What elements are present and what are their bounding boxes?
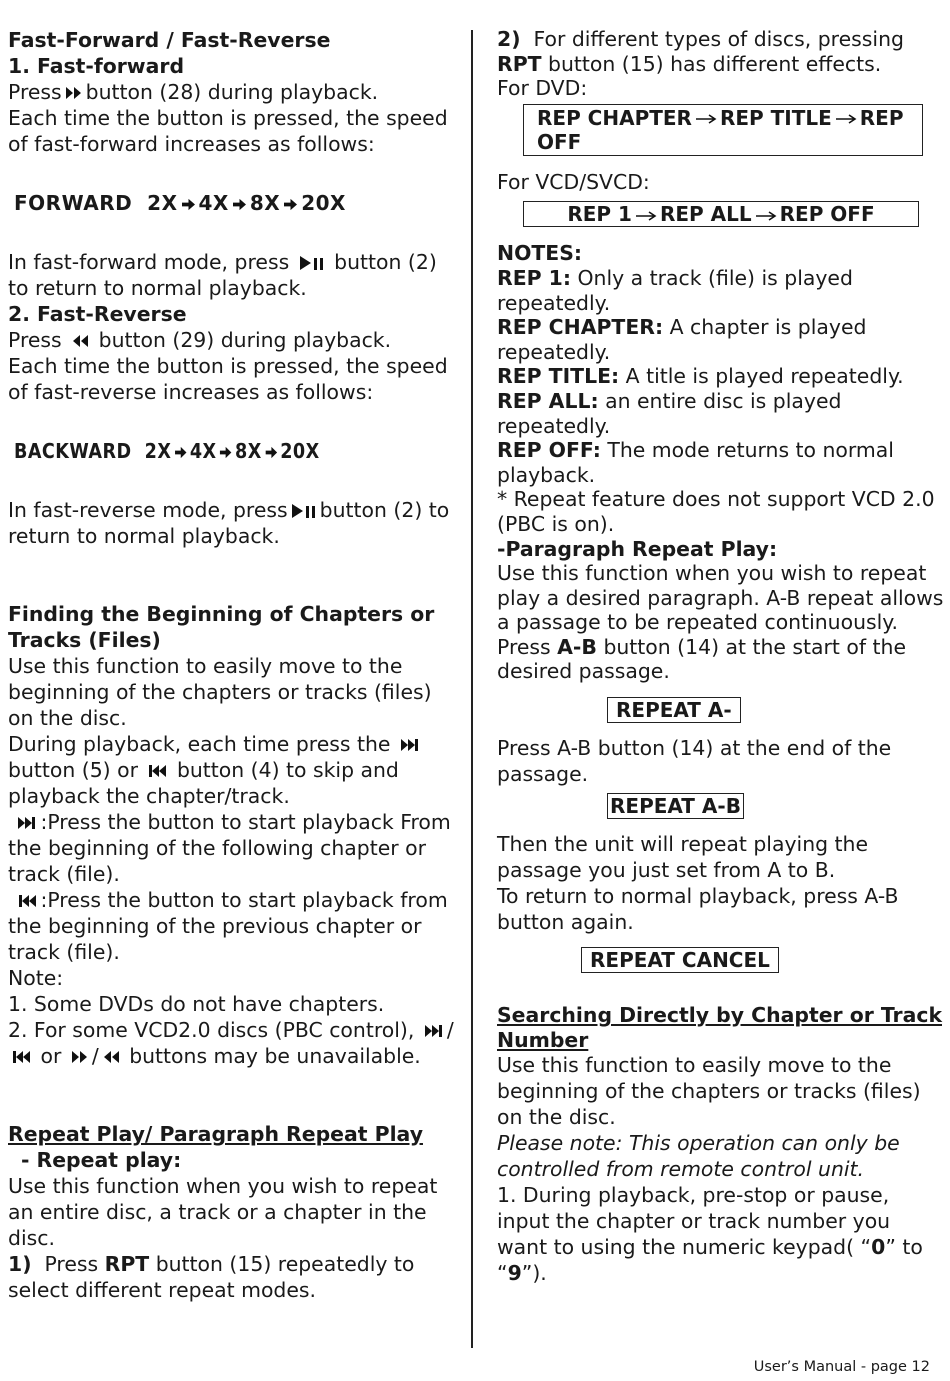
ab-end-instruction: Press A-B button (14) at the end of the passage. [497,736,892,787]
fast-forward-icon [71,1050,89,1064]
forward-speed-sequence: FORWARD 2X 4X 8X 20X [14,191,346,215]
note-rep-1: REP 1: Only a track (file) is played repeatedly. [497,265,853,315]
fast-forward-description: Each time the button is pressed, the speed of fast-forward increases as follows: [8,106,448,156]
repeat-play-description: Use this function when you wish to repeat an entire disc, a track or a chapter in the disc. [8,1174,438,1250]
note-item-1: 1. Some DVDs do not have chapters. [8,992,385,1016]
search-step-1: 1. During playback, pre-stop or pause, input the chapter or track number you want to using the numeric keypad( “0” to “9”). [497,1183,923,1286]
vcd-repeat-sequence-box: REP 1 REP ALL REP OFF [523,201,919,227]
fast-reverse-subheading: 2. Fast-Reverse [8,302,187,326]
searching-heading: Searching Directly by Chapter or Track Number [497,1003,942,1052]
note-rep-title: REP TITLE: A title is played repeatedly. [497,364,904,389]
ab-repeat-explanation: Then the unit will repeat playing the passage you just set from A to B. [497,832,869,883]
previous-track-icon [17,894,37,908]
vcd-support-note: * Repeat feature does not support VCD 2.0 (PBC is on). [497,487,935,536]
column-divider [471,30,473,1348]
note-label: Note: [8,966,64,990]
notes-heading: NOTES: [497,241,583,266]
arrow-right-icon [264,446,277,459]
finding-chapters-heading: Finding the Beginning of Chapters or Tracks (Files) [8,602,435,652]
previous-track-icon [147,764,167,778]
fast-forward-instruction: Press button (28) during playback. [8,80,379,104]
arrow-right-icon [835,114,857,124]
skip-instruction: During playback, each time press the button (5) or button (4) to skip and playback the chapter/track. [8,731,456,809]
rewind-icon [71,334,89,348]
repeat-step-2: 2) For different types of discs, pressing RPT button (15) has different effects. [497,27,904,76]
finding-chapters-description: Use this function to easily move to the beginning of the chapters or tracks (files) on the disc. [8,654,432,730]
right-column [497,27,945,1286]
arrow-right-icon [283,198,298,211]
arrow-right-icon [181,198,196,211]
arrow-right-icon [174,446,187,459]
note-item-2: 2. For some VCD2.0 discs (PBC control), / or / buttons may be unavailable. [8,1018,454,1068]
repeat-a-box: REPEAT A- [607,697,741,723]
next-track-icon [400,738,420,752]
repeat-ab-display [607,793,945,819]
paragraph-repeat-description: Use this function when you wish to repeat play a desired paragraph. A-B repeat allows a passage to be repeated continuously. [497,561,944,635]
note-rep-all: REP ALL: an entire disc is played repeatedly. [497,388,842,438]
arrow-right-icon [219,446,232,459]
arrow-right-icon [755,211,777,221]
repeat-play-heading: Repeat Play/ Paragraph Repeat Play [8,1122,423,1146]
next-track-explanation: :Press the button to start playback From the beginning of the following chapter or track (file). [8,810,451,886]
ab-cancel-instruction: To return to normal playback, press A-B button again. [497,884,899,935]
repeat-step-1: 1) Press RPT button (15) repeatedly to select different repeat modes. [8,1252,415,1302]
fast-forward-subheading: 1. Fast-forward [8,54,185,78]
fast-reverse-description: Each time the button is pressed, the speed of fast-reverse increases as follows: [8,354,448,404]
next-track-icon [17,816,37,830]
searching-description: Use this function to easily move to the beginning of the chapters or tracks (files) on the disc. [497,1053,921,1130]
left-column [8,27,456,1303]
play-pause-icon [299,255,325,271]
repeat-cancel-display [581,947,945,973]
dvd-label: For DVD: [497,76,588,101]
dvd-repeat-sequence-box: REP CHAPTER REP TITLE REP OFF [523,104,923,156]
fast-reverse-instruction: Press button (29) during playback. [8,328,392,352]
arrow-right-icon [635,211,657,221]
page-footer: User’s Manual - page 12 [753,1359,930,1375]
remote-only-note: Please note: This operation can only be controlled from remote control unit. [497,1131,900,1182]
next-track-icon [424,1024,444,1038]
backward-speed-sequence: BACKWARD 2X 4X 8X 20X [14,439,320,463]
ab-start-instruction: Press A-B button (14) at the start of the desired passage. [497,634,907,684]
fast-forward-heading: Fast-Forward / Fast-Reverse [8,28,331,52]
arrow-right-icon [232,198,247,211]
play-pause-icon [291,503,317,519]
note-rep-chapter: REP CHAPTER: A chapter is played repeatedly. [497,315,867,364]
repeat-ab-box: REPEAT A-B [607,793,744,819]
vcd-label: For VCD/SVCD: [497,169,650,194]
fast-forward-icon [65,86,83,100]
rewind-icon [102,1050,120,1064]
fast-reverse-return: In fast-reverse mode, press button (2) to return to normal playback. [8,498,450,548]
repeat-cancel-box: REPEAT CANCEL [581,947,779,973]
note-rep-off: REP OFF: The mode returns to normal playback. [497,438,894,487]
fast-forward-return: In fast-forward mode, press button (2) to return to normal playback. [8,250,437,300]
arrow-right-icon [695,114,717,124]
repeat-play-subheading: - Repeat play: [20,1148,182,1172]
previous-track-explanation: :Press the button to start playback from the beginning of the previous chapter or track (file). [8,888,448,964]
previous-track-icon [11,1050,31,1064]
paragraph-repeat-heading: -Paragraph Repeat Play: [497,536,778,561]
repeat-a-display [607,697,945,723]
